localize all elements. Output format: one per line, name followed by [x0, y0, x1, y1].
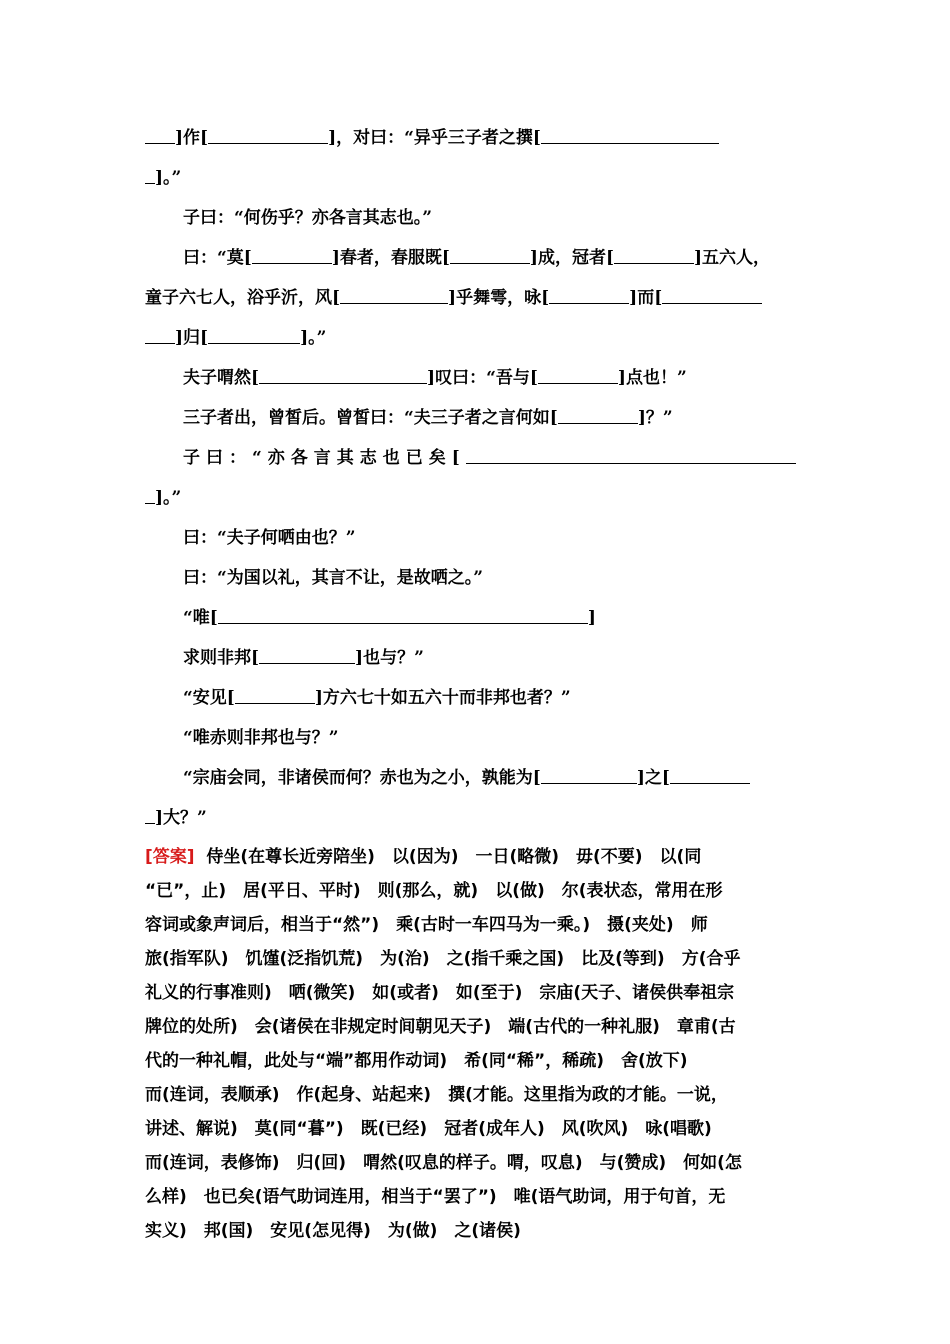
key-word: 喟然	[217, 358, 251, 398]
answer-line: 而(连词，表修饰) 归(回) 喟然(叹息的样子。喟，叹息) 与(赞成) 何如(怎	[145, 1153, 742, 1173]
key-word: 而	[637, 278, 654, 318]
text-line: 曰：“夫子何哂由也？”	[183, 528, 356, 548]
fill-blank[interactable]	[549, 286, 629, 304]
fill-blank[interactable]	[145, 166, 155, 184]
text-line: ]。”	[145, 158, 810, 198]
text-line: 童子六七人，浴乎沂，风[ ]乎舞雩，咏[ ]而[	[145, 278, 810, 318]
key-word: 何如	[516, 398, 550, 438]
text-line: 子曰：“亦各言其志也已矣[	[145, 438, 810, 478]
key-word: 撰	[516, 118, 533, 158]
answer-line: 讲述、解说) 莫(同“暮”) 既(已经) 冠者(成年人) 风(吹风) 咏(唱歌)	[145, 1119, 712, 1139]
fill-blank[interactable]	[450, 246, 530, 264]
answer-line: 代的一种礼帽，此处与“端”都用作动词) 希(同“稀”，稀疏) 舍(放下)	[145, 1051, 688, 1071]
answer-label: [答案]	[145, 847, 195, 867]
answer-line: 礼义的行事准则) 哂(微笑) 如(或者) 如(至于) 宗庙(天子、诸侯供奉祖宗	[145, 983, 735, 1003]
fill-blank[interactable]	[541, 126, 719, 144]
fill-blank[interactable]	[145, 126, 175, 144]
answer-line: 容词或象声词后，相当于“然”) 乘(古时一车四马为一乘。) 摄(夹处) 师	[145, 915, 708, 935]
fill-blank[interactable]	[145, 806, 155, 824]
key-word: 与	[513, 358, 530, 398]
text-line: ]作[ ]，对曰：“异乎三子者之撰[	[145, 118, 810, 158]
answer-line: 牌位的处所) 会(诸侯在非规定时间朝见天子) 端(古代的一种礼服) 章甫(古	[145, 1017, 736, 1037]
answer-line: 而(连词，表顺承) 作(起身、站起来) 撰(才能。这里指为政的才能。一说，	[145, 1085, 728, 1105]
key-word: 也已矣	[383, 438, 452, 478]
text-line: 子曰：“何伤乎？亦各言其志也。”	[183, 208, 433, 228]
fill-blank[interactable]	[558, 406, 638, 424]
fill-blank[interactable]	[340, 286, 448, 304]
text-line: ]。”	[145, 478, 810, 518]
fill-blank[interactable]	[145, 326, 175, 344]
fill-blank[interactable]	[218, 606, 588, 624]
fill-blank[interactable]	[259, 646, 355, 664]
text-line: 三子者出，曾皙后。曾皙曰：“夫三子者之言何如[ ]？”	[145, 398, 810, 438]
fill-blank[interactable]	[145, 486, 155, 504]
key-word: 咏	[524, 278, 541, 318]
key-word: 归	[183, 318, 200, 358]
answer-line: “已”，止) 居(平日、平时) 则(那么，就) 以(做) 尔(表状态，常用在形	[145, 881, 723, 901]
text-line: “宗庙会同，非诸侯而何？赤也为之小，孰能为[ ]之[	[145, 758, 810, 798]
key-word: 邦	[234, 638, 251, 678]
text-line: 曰：“为国以礼，其言不让，是故哂之。”	[183, 568, 484, 588]
text-line: “唯[ ]	[145, 598, 810, 638]
document-page	[145, 118, 810, 1248]
fill-blank[interactable]	[538, 366, 618, 384]
fill-blank[interactable]	[670, 766, 750, 784]
fill-blank[interactable]	[208, 126, 328, 144]
fill-blank[interactable]	[235, 686, 315, 704]
key-word: 安见	[193, 678, 227, 718]
key-word: 既	[425, 238, 442, 278]
text-line: “安见[ ]方六七十如五六十而非邦也者？”	[145, 678, 810, 718]
text-line: “唯赤则非邦也与？”	[183, 728, 339, 748]
key-word: 风	[315, 278, 332, 318]
fill-blank[interactable]	[466, 446, 796, 464]
key-word: 唯	[193, 598, 210, 638]
fill-blank[interactable]	[662, 286, 762, 304]
text-line: 求则非邦[ ]也与？”	[145, 638, 810, 678]
text-line: 曰：“莫[ ]春者，春服既[ ]成，冠者[ ]五六人，	[145, 238, 810, 278]
answer-line: [答案] 侍坐(在尊长近旁陪坐) 以(因为) 一日(略微) 毋(不要) 以(同	[145, 847, 702, 867]
key-word: 莫	[227, 238, 244, 278]
key-word: 之	[645, 758, 662, 798]
key-word: 为	[516, 758, 533, 798]
fill-blank[interactable]	[541, 766, 637, 784]
text-line: ]归[ ]。”	[145, 318, 810, 358]
answer-line: 旅(指军队) 饥馑(泛指饥荒) 为(治) 之(指千乘之国) 比及(等到) 方(合乎	[145, 949, 741, 969]
answer-line: 么样) 也已矣(语气助词连用，相当于“罢了”) 唯(语气助词，用于句首，无	[145, 1187, 726, 1207]
fill-blank[interactable]	[259, 366, 427, 384]
text-line: ]大？”	[145, 798, 810, 838]
fill-blank[interactable]	[208, 326, 300, 344]
fill-blank[interactable]	[252, 246, 332, 264]
answer-line: 实义) 邦(国) 安见(怎见得) 为(做) 之(诸侯)	[145, 1221, 521, 1241]
answer-block	[145, 840, 810, 1248]
key-word: 冠者	[572, 238, 606, 278]
fill-blank[interactable]	[614, 246, 694, 264]
text-line: 夫子喟然[ ]叹曰：“吾与[ ]点也！”	[145, 358, 810, 398]
